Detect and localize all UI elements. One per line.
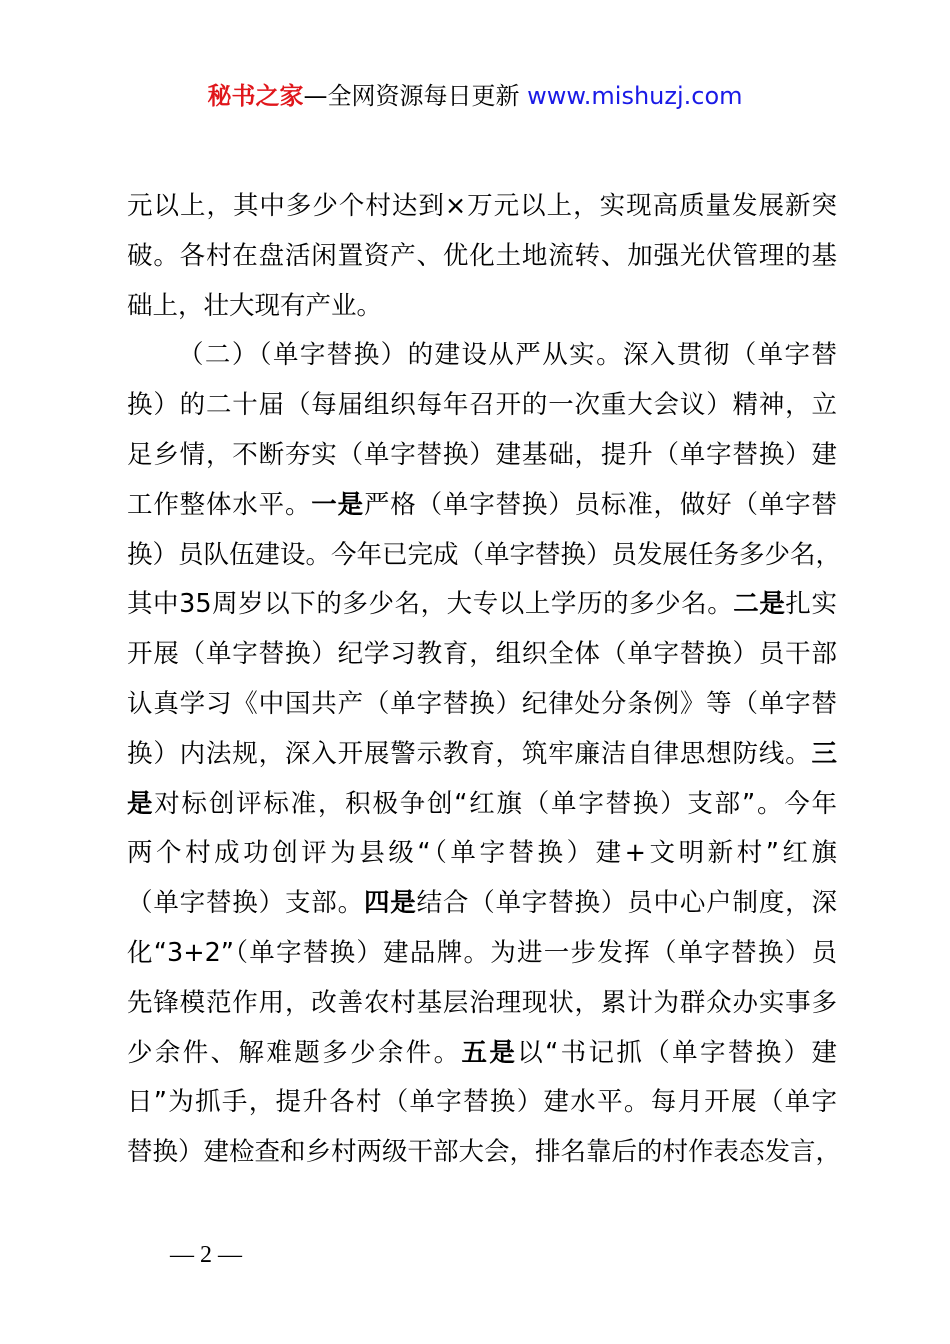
text-run: 对标创评标准，积极争创“红旗（单字替换）支部”。今年	[154, 788, 837, 819]
text-line: 先锋模范作用，改善农村基层治理现状，累计为群众办实事多	[127, 987, 837, 1018]
text-line: 换）员队伍建设。今年已完成（单字替换）员发展任务多少名，	[127, 539, 842, 570]
text-line: 两个村成功创评为县级“（单字替换）建+文明新村”红旗	[127, 838, 837, 869]
text-run: 其中35周岁以下的多少名，大专以上学历的多少名。	[127, 589, 734, 620]
emphasis-marker: 是	[127, 788, 155, 819]
emphasis-marker: 三	[811, 738, 837, 769]
text-line: 日”为抓手，提升各村（单字替换）建水平。每月开展（单字	[127, 1087, 837, 1118]
text-line: 础上，壮大现有产业。	[127, 290, 383, 321]
text-run: 扎实	[785, 589, 837, 620]
site-banner	[0, 80, 950, 112]
text-line	[127, 580, 837, 630]
text-line: 化“3+2”（单字替换）建品牌。为进一步发挥（单字替换）员	[127, 937, 837, 968]
text-line: 替换）建检查和乡村两级干部大会，排名靠后的村作表态发言，	[127, 1137, 842, 1168]
text-run: （单字替换）支部。	[127, 888, 364, 919]
tagline: —全网资源每日更新	[303, 82, 520, 110]
text-line	[127, 879, 837, 929]
text-line: 开展（单字替换）纪学习教育，组织全体（单字替换）员干部	[127, 639, 837, 670]
text-run: 工作整体水平。	[127, 489, 312, 520]
body-text	[127, 182, 842, 1178]
site-url-link[interactable]: www.mishuzj.com	[527, 82, 743, 110]
text-line: 认真学习《中国共产（单字替换）纪律处分条例》等（单字替	[127, 688, 837, 719]
text-run: 少余件、解难题多少余件。	[127, 1037, 462, 1068]
text-line	[127, 1029, 837, 1079]
text-line	[127, 730, 837, 780]
text-line: 足乡情，不断夯实（单字替换）建基础，提升（单字替换）建	[127, 439, 837, 470]
emphasis-marker: 二是	[733, 589, 786, 620]
page-number: — 2 —	[170, 1242, 242, 1268]
text-line	[127, 481, 837, 531]
text-run: 以“书记抓（单字替换）建	[517, 1037, 837, 1068]
text-run: 严格（单字替换）员标准，做好（单字替	[363, 489, 837, 520]
text-line: （二）（单字替换）的建设从严从实。深入贯彻（单字替	[178, 340, 837, 371]
text-line: 元以上，其中多少个村达到×万元以上，实现高质量发展新突	[127, 191, 837, 221]
emphasis-marker: 四是	[363, 888, 417, 919]
text-run: 结合（单字替换）员中心户制度，深	[416, 888, 837, 919]
brand-name: 秘书之家	[207, 82, 304, 110]
text-run: 换）内法规，深入开展警示教育，筑牢廉洁自律思想防线。	[127, 738, 812, 769]
text-line: 换）的二十届（每届组织每年召开的一次重大会议）精神，立	[127, 390, 837, 421]
text-line	[127, 780, 837, 830]
emphasis-marker: 五是	[461, 1037, 518, 1068]
emphasis-marker: 一是	[311, 489, 364, 520]
text-line: 破。各村在盘活闲置资产、优化土地流转、加强光伏管理的基	[127, 240, 837, 271]
